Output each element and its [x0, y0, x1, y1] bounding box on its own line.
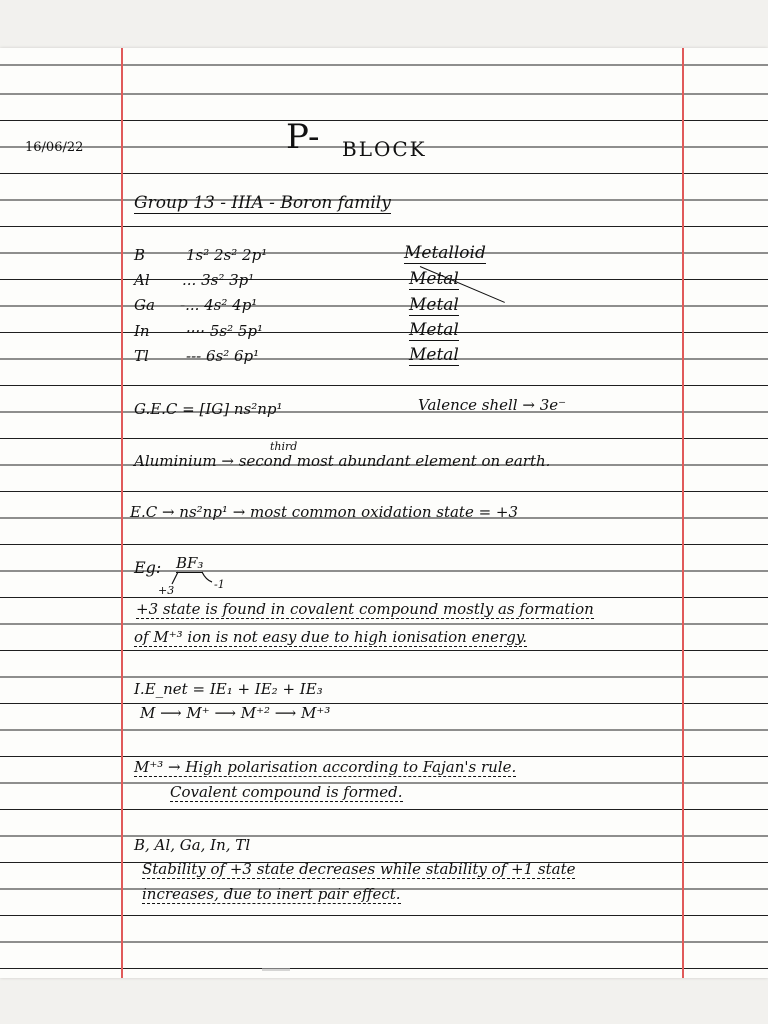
element-config: --- 6s² 6p¹ — [186, 347, 260, 365]
element-config: ···· 5s² 5p¹ — [186, 322, 264, 340]
page-title: BLOCK — [342, 137, 427, 161]
section-heading: Group 13 - IIIA - Boron family — [134, 193, 391, 213]
element-symbol: In — [134, 322, 150, 340]
example-label: Eg: — [134, 558, 162, 577]
example-compound: BF₃ — [176, 554, 204, 572]
element-type: Metal — [409, 295, 459, 315]
oxidation-arrows — [160, 570, 220, 588]
correction-note: third — [270, 440, 298, 453]
group-elements: B, Al, Ga, In, Tl — [134, 836, 251, 854]
page-title-prefix: P- — [286, 117, 321, 157]
polarisation-note: M⁺³ → High polarisation according to Fajan's rule. — [134, 758, 517, 776]
element-config: ... 3s² 3p¹ — [182, 271, 255, 289]
stability-note-line1: Stability of +3 state decreases while stability of +1 state — [142, 860, 576, 878]
stability-note-line2: increases, due to inert pair effect. — [142, 885, 401, 903]
oxidation-state-note: E.C → ns²np¹ → most common oxidation state = +3 — [130, 503, 519, 521]
gec-formula: G.E.C = [IG] ns²np¹ — [134, 400, 283, 418]
covalent-note-line1: +3 state is found in covalent compound mostly as formation — [136, 600, 594, 618]
boron-oxidation-state: +3 — [158, 584, 175, 597]
covalent-compound-note: Covalent compound is formed. — [170, 783, 403, 801]
covalent-note-line2: of M⁺³ ion is not easy due to high ionisation energy. — [134, 628, 528, 646]
right-margin-line — [682, 48, 684, 978]
date: 16/06/22 — [25, 140, 84, 155]
left-margin-line — [121, 48, 123, 978]
ionisation-energy-sum: I.E_net = IE₁ + IE₂ + IE₃ — [134, 680, 323, 698]
element-symbol: Tl — [134, 347, 149, 365]
element-symbol: Al — [134, 271, 150, 289]
element-symbol: B — [134, 246, 146, 264]
element-type: Metal — [409, 269, 459, 289]
element-type: Metal — [409, 320, 459, 340]
ink-smudge — [262, 968, 290, 971]
fluorine-oxidation-state: -1 — [214, 578, 225, 591]
ionisation-steps: M ⟶ M⁺ ⟶ M⁺² ⟶ M⁺³ — [140, 704, 331, 722]
element-symbol: Ga — [134, 296, 155, 314]
element-config: -... 4s² 4p¹ — [180, 296, 258, 314]
element-config: 1s² 2s² 2p¹ — [186, 246, 268, 264]
valence-shell-note: Valence shell → 3e⁻ — [418, 396, 567, 414]
element-type: Metalloid — [404, 243, 486, 263]
element-type: Metal — [409, 345, 459, 365]
aluminium-note: Aluminium → second most abundant element on earth. — [134, 452, 551, 470]
